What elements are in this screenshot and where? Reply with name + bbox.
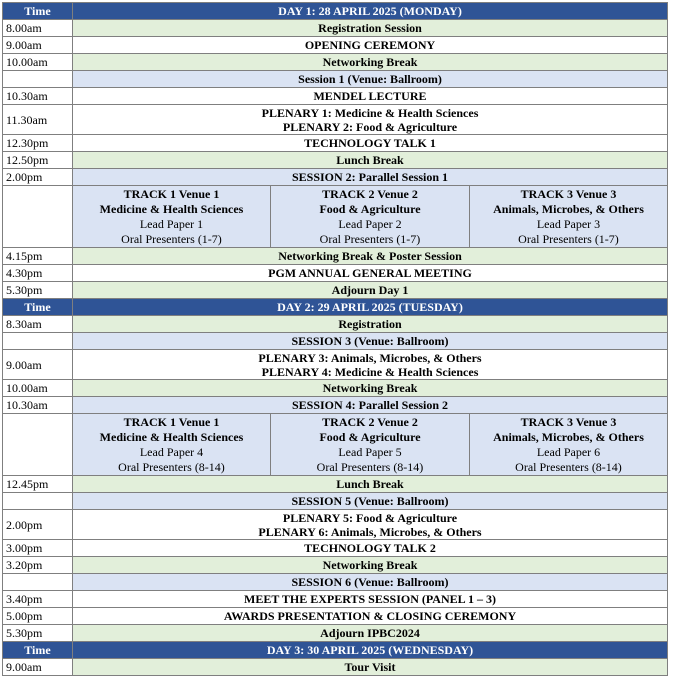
event-line: MENDEL LECTURE	[313, 89, 427, 103]
event-cell	[73, 540, 668, 557]
schedule-row	[3, 105, 668, 135]
time-cell: 3.00pm	[3, 540, 73, 557]
track-title: TRACK 2 Venue 2	[322, 414, 418, 429]
track-cell	[271, 186, 470, 248]
time-cell: 3.40pm	[3, 591, 73, 608]
event-cell	[73, 20, 668, 37]
track-oral-presenters: Oral Presenters (8-14)	[515, 459, 622, 474]
event-cell	[73, 88, 668, 105]
track-cell	[73, 414, 271, 476]
time-cell	[3, 71, 73, 88]
day-title: DAY 3: 30 APRIL 2025 (WEDNESDAY)	[73, 642, 668, 659]
event-line: AWARDS PRESENTATION & CLOSING CEREMONY	[223, 609, 517, 623]
time-cell: 12.50pm	[3, 152, 73, 169]
event-line: PLENARY 2: Food & Agriculture	[282, 119, 458, 134]
time-cell: 12.30pm	[3, 135, 73, 152]
track-theme: Food & Agriculture	[319, 201, 421, 216]
event-line: SESSION 4: Parallel Session 2	[291, 398, 449, 412]
event-line: SESSION 3 (Venue: Ballroom)	[291, 334, 449, 348]
track-lead-paper: Lead Paper 6	[536, 444, 601, 459]
time-cell	[3, 574, 73, 591]
track-lead-paper: Lead Paper 2	[338, 216, 402, 231]
schedule-row	[3, 37, 668, 54]
event-line: Networking Break	[322, 381, 418, 395]
event-line: Adjourn Day 1	[331, 283, 409, 297]
event-cell	[73, 608, 668, 625]
time-cell: 8.30am	[3, 316, 73, 333]
event-line: Networking Break & Poster Session	[278, 249, 462, 263]
event-cell	[73, 105, 668, 135]
track-title: TRACK 1 Venue 1	[123, 186, 220, 201]
event-line: TECHNOLOGY TALK 2	[304, 541, 436, 555]
schedule-row	[3, 265, 668, 282]
event-cell	[73, 37, 668, 54]
event-cell	[73, 659, 668, 676]
track-oral-presenters: Oral Presenters (8-14)	[118, 459, 225, 474]
time-cell: 10.30am	[3, 397, 73, 414]
schedule-row	[3, 350, 668, 380]
event-cell	[73, 557, 668, 574]
track-lead-paper: Lead Paper 4	[139, 444, 204, 459]
track-theme: Food & Agriculture	[319, 429, 421, 444]
event-cell	[73, 397, 668, 414]
track-title: TRACK 3 Venue 3	[520, 186, 617, 201]
schedule-row	[3, 476, 668, 493]
schedule-row	[3, 493, 668, 510]
event-cell	[73, 248, 668, 265]
event-cell	[73, 169, 668, 186]
time-column-header: Time	[3, 299, 73, 316]
event-cell	[73, 54, 668, 71]
event-line: PLENARY 5: Food & Agriculture	[282, 510, 458, 525]
schedule-row	[3, 510, 668, 540]
schedule-row	[3, 540, 668, 557]
time-cell: 10.00am	[3, 54, 73, 71]
schedule-row	[3, 316, 668, 333]
track-theme: Medicine & Health Sciences	[99, 429, 244, 444]
event-line: OPENING CEREMONY	[304, 38, 436, 52]
event-cell	[73, 135, 668, 152]
track-oral-presenters: Oral Presenters (1-7)	[121, 231, 222, 246]
schedule-row	[3, 54, 668, 71]
event-cell	[73, 380, 668, 397]
day-header-row	[3, 3, 668, 20]
event-line: SESSION 2: Parallel Session 1	[291, 170, 449, 184]
track-lead-paper: Lead Paper 3	[536, 216, 601, 231]
schedule-row	[3, 169, 668, 186]
event-cell	[73, 152, 668, 169]
time-column-header: Time	[3, 3, 73, 20]
event-cell	[73, 625, 668, 642]
day-title: DAY 1: 28 APRIL 2025 (MONDAY)	[73, 3, 668, 20]
event-cell	[73, 510, 668, 540]
schedule-row	[3, 333, 668, 350]
day-title: DAY 2: 29 APRIL 2025 (TUESDAY)	[73, 299, 668, 316]
time-cell: 9.00am	[3, 659, 73, 676]
event-line: MEET THE EXPERTS SESSION (PANEL 1 – 3)	[244, 592, 496, 606]
schedule-row	[3, 282, 668, 299]
event-line: Tour Visit	[344, 660, 396, 674]
event-line: Lunch Break	[336, 153, 404, 167]
time-cell: 10.00am	[3, 380, 73, 397]
schedule-row	[3, 397, 668, 414]
track-lead-paper: Lead Paper 5	[338, 444, 402, 459]
time-cell: 3.20pm	[3, 557, 73, 574]
event-cell	[73, 574, 668, 591]
track-oral-presenters: Oral Presenters (1-7)	[319, 231, 421, 246]
track-cell	[271, 414, 470, 476]
schedule-row	[3, 591, 668, 608]
time-cell: 5.00pm	[3, 608, 73, 625]
time-cell: 4.15pm	[3, 248, 73, 265]
time-cell: 4.30pm	[3, 265, 73, 282]
parallel-tracks-row	[3, 186, 668, 248]
schedule-row	[3, 625, 668, 642]
schedule-row	[3, 659, 668, 676]
track-theme: Animals, Microbes, & Others	[493, 429, 644, 444]
time-cell: 9.00am	[3, 37, 73, 54]
parallel-tracks-row	[3, 414, 668, 476]
track-cell	[73, 186, 271, 248]
event-line: Networking Break	[322, 558, 418, 572]
track-lead-paper: Lead Paper 1	[139, 216, 204, 231]
event-cell	[73, 476, 668, 493]
time-cell: 5.30pm	[3, 282, 73, 299]
schedule-row	[3, 71, 668, 88]
event-line: Session 1 (Venue: Ballroom)	[298, 72, 442, 86]
event-cell	[73, 282, 668, 299]
track-title: TRACK 3 Venue 3	[520, 414, 617, 429]
event-cell	[73, 71, 668, 88]
time-cell: 5.30pm	[3, 625, 73, 642]
time-cell: 8.00am	[3, 20, 73, 37]
time-cell	[3, 333, 73, 350]
time-cell	[3, 414, 73, 476]
track-oral-presenters: Oral Presenters (8-14)	[316, 459, 424, 474]
schedule-row	[3, 248, 668, 265]
event-line: PLENARY 6: Animals, Microbes, & Others	[258, 524, 482, 539]
event-cell	[73, 265, 668, 282]
event-cell	[73, 350, 668, 380]
time-column-header: Time	[3, 642, 73, 659]
schedule-row	[3, 152, 668, 169]
event-line: SESSION 6 (Venue: Ballroom)	[291, 575, 449, 589]
track-theme: Medicine & Health Sciences	[99, 201, 244, 216]
schedule-row	[3, 557, 668, 574]
time-cell: 9.00am	[3, 350, 73, 380]
event-line: Networking Break	[322, 55, 418, 69]
event-line: SESSION 5 (Venue: Ballroom)	[291, 494, 449, 508]
track-theme: Animals, Microbes, & Others	[493, 201, 644, 216]
track-title: TRACK 1 Venue 1	[123, 414, 220, 429]
event-line: Registration	[338, 317, 402, 331]
track-cell	[470, 186, 668, 248]
event-cell	[73, 591, 668, 608]
event-cell	[73, 493, 668, 510]
schedule-row	[3, 380, 668, 397]
time-cell	[3, 186, 73, 248]
event-line: PLENARY 4: Medicine & Health Sciences	[261, 364, 479, 379]
track-cell	[470, 414, 668, 476]
schedule-row	[3, 88, 668, 105]
schedule-document	[2, 2, 668, 676]
event-cell	[73, 316, 668, 333]
event-line: PLENARY 1: Medicine & Health Sciences	[261, 105, 479, 120]
time-cell: 12.45pm	[3, 476, 73, 493]
event-line: Adjourn IPBC2024	[320, 626, 420, 640]
event-line: Registration Session	[318, 21, 422, 35]
event-line: PLENARY 3: Animals, Microbes, & Others	[258, 350, 482, 365]
day-header-row	[3, 642, 668, 659]
event-line: TECHNOLOGY TALK 1	[304, 136, 436, 150]
time-cell: 11.30am	[3, 105, 73, 135]
schedule-table	[2, 2, 668, 676]
time-cell: 10.30am	[3, 88, 73, 105]
time-cell	[3, 493, 73, 510]
track-title: TRACK 2 Venue 2	[322, 186, 418, 201]
schedule-row	[3, 574, 668, 591]
track-oral-presenters: Oral Presenters (1-7)	[518, 231, 619, 246]
schedule-row	[3, 135, 668, 152]
event-cell	[73, 333, 668, 350]
event-line: PGM ANNUAL GENERAL MEETING	[268, 266, 472, 280]
time-cell: 2.00pm	[3, 169, 73, 186]
schedule-row	[3, 608, 668, 625]
time-cell: 2.00pm	[3, 510, 73, 540]
schedule-row	[3, 20, 668, 37]
event-line: Lunch Break	[336, 477, 404, 491]
day-header-row	[3, 299, 668, 316]
